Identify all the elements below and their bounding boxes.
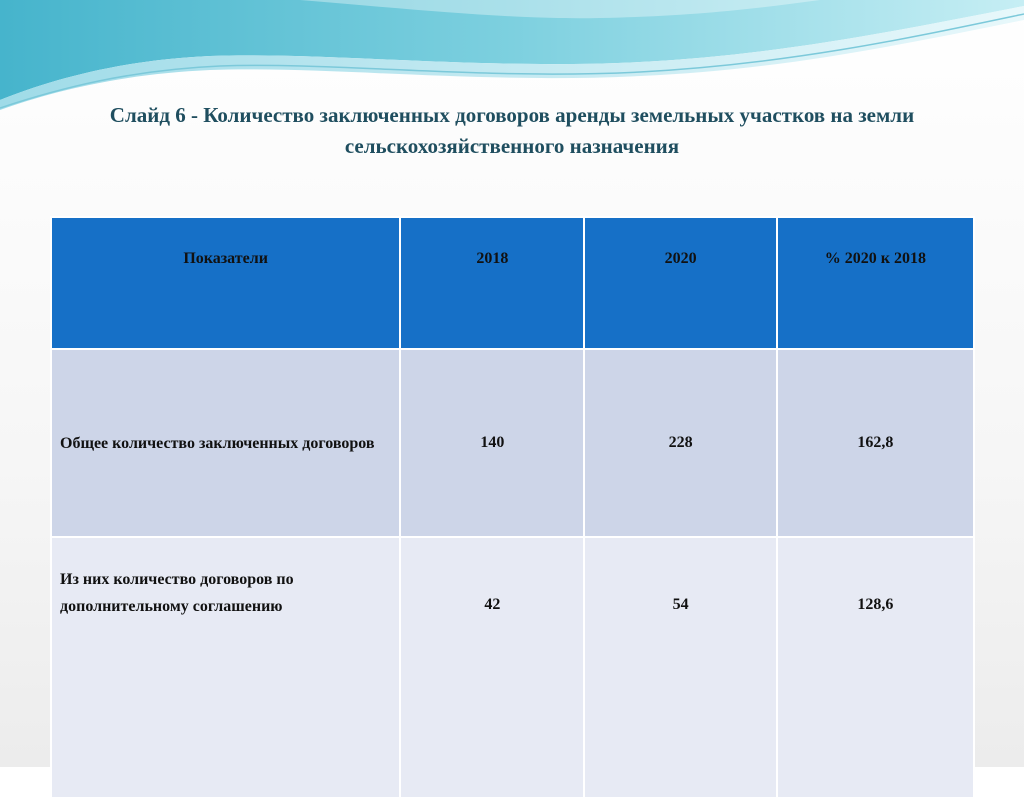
row-indicator: Из них количество договоров по дополнительному соглашению (51, 537, 400, 798)
row-value-2020: 228 (584, 349, 776, 537)
row-value-2018: 140 (400, 349, 584, 537)
table-header-row (51, 217, 974, 349)
header-2018: 2018 (400, 217, 584, 349)
row-value-2020: 54 (584, 537, 776, 798)
row-indicator: Общее количество заключенных договоров (51, 349, 400, 537)
row-value-percent: 128,6 (777, 537, 974, 798)
slide-title: Слайд 6 - Количество заключенных договоров аренды земельных участков на земли сельскохозяйственного назначения (109, 103, 915, 158)
header-percent: % 2020 к 2018 (777, 217, 974, 349)
header-2020: 2020 (584, 217, 776, 349)
row-value-percent: 162,8 (777, 349, 974, 537)
table-row (51, 537, 974, 798)
lease-contracts-table (50, 216, 975, 799)
row-value-2018: 42 (400, 537, 584, 798)
header-indicator: Показатели (51, 217, 400, 349)
table-row (51, 349, 974, 537)
